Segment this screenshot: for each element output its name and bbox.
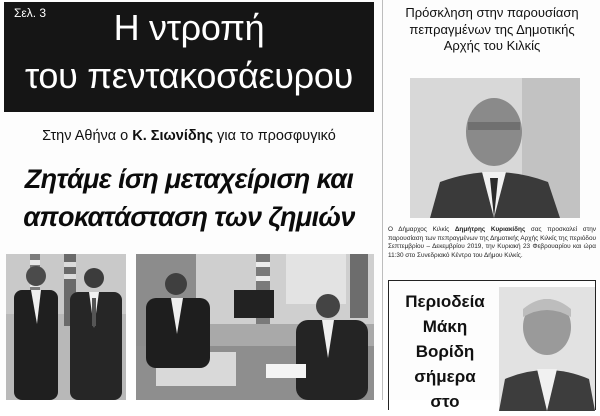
banner-title bbox=[4, 4, 374, 100]
minister-portrait bbox=[499, 287, 595, 411]
photo-two-men-standing bbox=[6, 254, 126, 400]
tour-headline-line-5: στο bbox=[430, 392, 460, 411]
kicker-prefix: Στην Αθήνα ο bbox=[42, 128, 133, 144]
tour-headline-line-3: Βορίδη bbox=[415, 342, 475, 361]
tour-headline-line-1: Περιοδεία bbox=[405, 292, 485, 311]
tour-headline-line-4: σήμερα bbox=[414, 367, 476, 386]
caption-body: σας προσκαλεί στην παρουσίαση των πεπραγμένων της Δημοτικής Αρχής Κιλκίς της περιόδου Σεπτεμβρίου – Δεκεμβρίου 2019, την Κυριακή 23 Φεβρουαρίου και ώρα 11:30 στο Συνεδριακό Κέντρο του Δήμου Κιλκίς. bbox=[388, 226, 596, 259]
page-number-badge: Σελ. 3 bbox=[14, 6, 47, 20]
headline-line-1: Ζητάμε ίση μεταχείριση και bbox=[24, 164, 354, 194]
tour-article-box bbox=[388, 280, 596, 410]
photo-office-meeting-image bbox=[136, 254, 374, 400]
main-headline bbox=[4, 160, 374, 236]
caption-prefix: Ο Δήμαρχος Κιλκίς bbox=[388, 226, 455, 233]
kicker-suffix: για το προσφυγικό bbox=[213, 128, 336, 144]
tour-headline bbox=[393, 289, 497, 414]
invitation-title-line-3: Αρχής του Κιλκίς bbox=[443, 38, 541, 53]
kicker-name: Κ. Σιωνίδης bbox=[132, 128, 214, 144]
tour-headline-line-2: Μάκη bbox=[422, 317, 468, 336]
photo-office-meeting bbox=[136, 254, 374, 400]
column-divider bbox=[382, 0, 383, 400]
banner-title-line-2: του πεντακοσάευρου bbox=[25, 55, 353, 96]
invitation-caption bbox=[388, 226, 596, 260]
mayor-portrait bbox=[410, 78, 580, 218]
minister-portrait-image bbox=[499, 287, 595, 411]
caption-mayor-name: Δημήτρης Κυριακίδης bbox=[454, 226, 526, 233]
invitation-title-line-1: Πρόσκληση στην παρουσίαση bbox=[405, 5, 579, 20]
headline-line-2: αποκατάσταση των ζημιών bbox=[23, 202, 355, 232]
kicker-line bbox=[4, 128, 374, 144]
mayor-portrait-image bbox=[410, 78, 580, 218]
banner-title-line-1: Η ντροπή bbox=[113, 7, 265, 48]
headline-banner bbox=[4, 2, 374, 112]
photo-two-men-standing-image bbox=[6, 254, 126, 400]
invitation-title bbox=[388, 5, 596, 55]
invitation-title-line-2: πεπραγμένων της Δημοτικής bbox=[409, 21, 575, 37]
